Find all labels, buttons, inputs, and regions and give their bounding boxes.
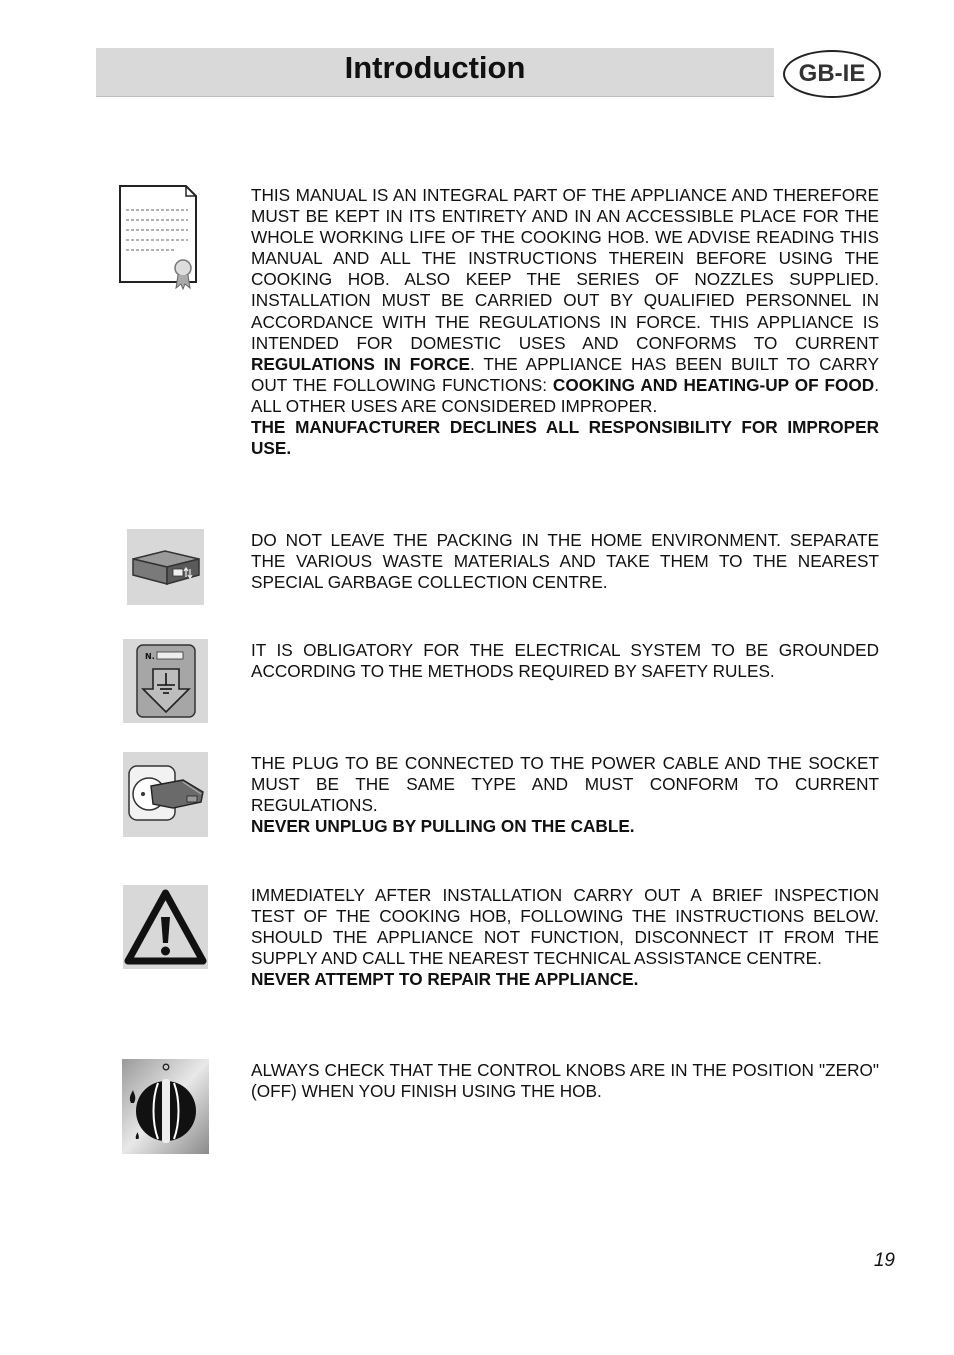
warning-text: IMMEDIATELY AFTER INSTALLATION CARRY OUT A BRIEF INSPECTION TEST OF THE COOKING HOB, FOLLOWING THE INSTRUCTIONS BELOW. SHOULD THE APPLIANCE NOT FUNCTION, DISCONNECT IT FROM THE SUPPLY AND CALL THE NEAREST TECHNICAL ASSISTANCE CENTRE.: [251, 885, 879, 969]
ground-icon-label: N.: [145, 652, 155, 661]
page-number: 19: [873, 1250, 895, 1271]
knob-text: ALWAYS CHECK THAT THE CONTROL KNOBS ARE IN THE POSITION "ZERO" (OFF) WHEN YOU FINISH USING THE HOB.: [251, 1060, 879, 1102]
ground-text: IT IS OBLIGATORY FOR THE ELECTRICAL SYSTEM TO BE GROUNDED ACCORDING TO THE METHODS REQUIRED BY SAFETY RULES.: [251, 640, 879, 682]
plug-text: THE PLUG TO BE CONNECTED TO THE POWER CABLE AND THE SOCKET MUST BE THE SAME TYPE AND MUST CONFORM TO CURRENT REGULATIONS.: [251, 753, 879, 816]
manual-text-c: . ALL OTHER USES ARE CONSIDERED IMPROPER.: [251, 374, 879, 416]
packing-text: DO NOT LEAVE THE PACKING IN THE HOME ENVIRONMENT. SEPARATE THE VARIOUS WASTE MATERIALS AND TAKE THEM TO THE NEAREST SPECIAL GARBAGE COLLECTION CENTRE.: [251, 530, 879, 593]
section-knob-text: [251, 1060, 879, 1102]
manual-text-a: THIS MANUAL IS AN INTEGRAL PART OF THE APPLIANCE AND THEREFORE MUST BE KEPT IN ITS ENTIRETY AND IN AN ACCESSIBLE PLACE FOR THE WHOLE WORKING LIFE OF THE COOKING HOB. WE ADVISE READING THIS MANUAL AND ALL THE INSTRUCTIONS THEREIN BEFORE USING THE COOKING HOB. ALSO KEEP THE SERIES OF NOZZLES SUPPLIED. INSTALLATION MUST BE CARRIED OUT BY QUALIFIED PERSONNEL IN ACCORDANCE WITH THE REGULATIONS IN FORCE. THIS APPLIANCE IS INTENDED FOR DOMESTIC USES AND CONFORMS TO CURRENT: [251, 185, 879, 353]
control-knob-icon: [122, 1059, 209, 1154]
plug-warning-line: NEVER UNPLUG BY PULLING ON THE CABLE.: [251, 816, 635, 837]
manual-warning-line: THE MANUFACTURER DECLINES ALL RESPONSIBILITY FOR IMPROPER USE.: [251, 417, 879, 459]
header-bar: [96, 48, 774, 97]
section-warning-text: [251, 885, 879, 990]
plug-socket-icon: [123, 752, 208, 837]
section-plug-text: [251, 753, 879, 837]
page-title: Introduction: [344, 50, 526, 85]
section-ground-text: [251, 640, 879, 682]
manual-bold-a: REGULATIONS IN FORCE: [251, 353, 470, 374]
language-badge: GB-IE: [783, 50, 881, 98]
section-manual-text: [251, 185, 879, 459]
packing-box-icon: [127, 529, 204, 605]
ground-earth-icon: [123, 639, 208, 723]
manual-text-b: . THE APPLIANCE HAS BEEN BUILT TO CARRY OUT THE FOLLOWING FUNCTIONS:: [251, 353, 879, 395]
manual-document-icon: [118, 184, 198, 290]
section-packing-text: [251, 530, 879, 593]
warning-triangle-icon: [123, 885, 208, 969]
warning-repair-line: NEVER ATTEMPT TO REPAIR THE APPLIANCE.: [251, 969, 639, 990]
manual-bold-b: COOKING AND HEATING-UP OF FOOD: [552, 374, 875, 395]
